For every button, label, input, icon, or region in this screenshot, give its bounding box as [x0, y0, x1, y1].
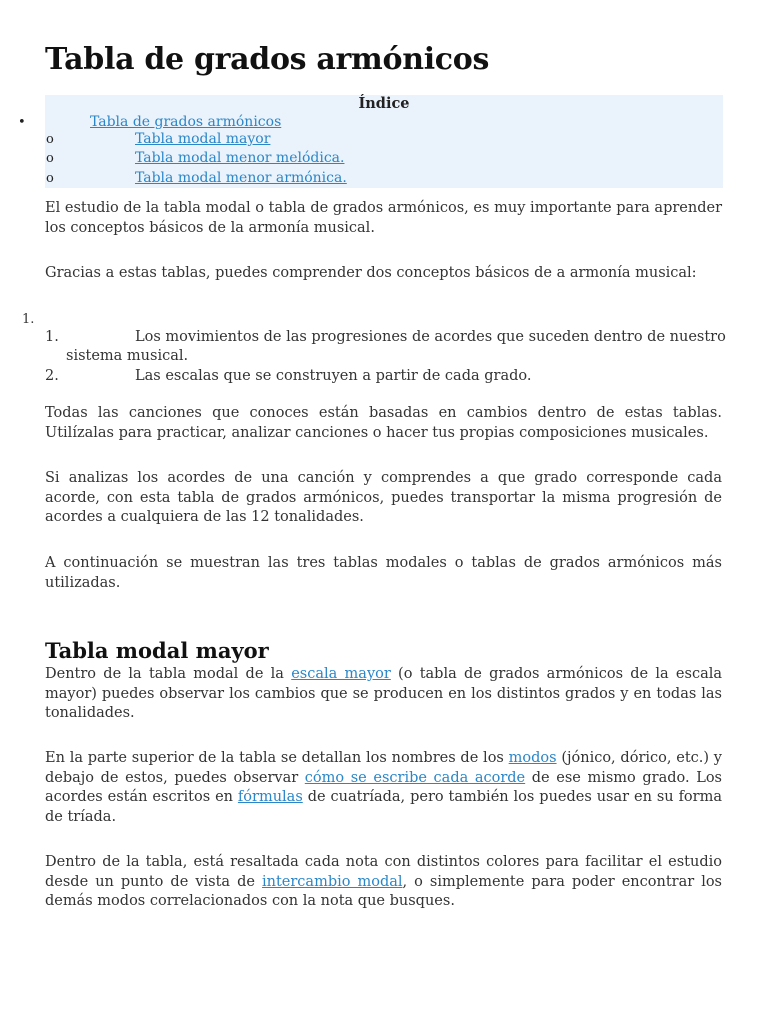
link-escala-mayor[interactable]: escala mayor	[291, 666, 391, 682]
text-run: Dentro de la tabla, está resaltada cada nota con distintos colores para facilitar el estudio desde un punto de vista de	[45, 854, 722, 890]
list-item-text: Los movimientos de las progresiones de acordes que suceden dentro de nuestro	[135, 329, 726, 345]
outer-list-marker: 1.	[22, 312, 35, 327]
text-run: de cuatríada, pero también los puedes usar en su forma de tríada.	[45, 789, 722, 825]
text-run: de ese mismo grado. Los acordes están escritos en	[45, 769, 722, 805]
list-item-text-continued: sistema musical.	[66, 348, 189, 364]
list-item-text: Las escalas que se construyen a partir de cada grado.	[135, 368, 532, 384]
section-paragraph-2	[45, 749, 722, 827]
intro-paragraph-2: Gracias a estas tablas, puedes comprender dos conceptos básicos de a armonía musical:	[45, 265, 697, 281]
list-item-number: 2.	[45, 368, 59, 384]
toc-link-menor-armonica[interactable]: Tabla modal menor armónica.	[135, 170, 347, 186]
list-item-number: 1.	[45, 329, 59, 345]
link-como-se-escribe-cada-acorde[interactable]: cómo se escribe cada acorde	[304, 769, 526, 786]
toc-link-modal-mayor[interactable]: Tabla modal mayor	[135, 131, 271, 147]
text-run: En la parte superior de la tabla se detallan los nombres de los	[45, 750, 509, 766]
link-intercambio-modal[interactable]: intercambio modal	[261, 873, 403, 890]
toc-sub-marker: o	[46, 132, 54, 147]
page-title: Tabla de grados armónicos	[45, 42, 490, 77]
section-heading: Tabla modal mayor	[45, 638, 269, 663]
intro-paragraph-4: Si analizas los acordes de una canción y comprendes a que grado corresponde cada acorde, con esta tabla de grados armónicos, puedes transportar la misma progresión de acordes a cualquiera de las 12 tonalidades.	[45, 470, 722, 525]
toc-item-menor-armonica[interactable]	[135, 170, 347, 186]
toc-item-modal-mayor[interactable]	[135, 131, 270, 147]
toc-link-menor-melodica[interactable]: Tabla modal menor melódica.	[135, 150, 345, 166]
toc-link-tabla-grados[interactable]: Tabla de grados armónicos	[90, 114, 282, 130]
text-run: , o simplemente para poder encontrar los demás modos correlacionados con la nota que busques.	[45, 873, 723, 909]
toc-sub-marker: o	[46, 171, 54, 186]
link-modos[interactable]: modos	[508, 750, 557, 766]
toc-item-tabla-grados[interactable]	[90, 114, 281, 130]
link-formulas[interactable]: fórmulas	[237, 789, 303, 805]
intro-paragraph-1: El estudio de la tabla modal o tabla de grados armónicos, es muy importante para aprender los conceptos básicos de la armonía musical.	[45, 200, 722, 236]
section-paragraph-1	[45, 665, 722, 724]
text-run: (o tabla de grados armónicos de la escala mayor) puedes observar los cambios que se producen en los distintos grados y en todas las tonalidades.	[45, 666, 722, 721]
toc-item-menor-melodica[interactable]	[135, 150, 344, 166]
intro-paragraph-3: Todas las canciones que conoces están basadas en cambios dentro de estas tablas. Utilízalas para practicar, analizar canciones o hacer tus propias composiciones musicales.	[45, 405, 722, 441]
intro-paragraph-5: A continuación se muestran las tres tablas modales o tablas de grados armónicos más utilizadas.	[45, 555, 722, 591]
section-paragraph-3	[45, 853, 722, 912]
toc-heading: Índice	[358, 95, 410, 112]
toc-bullet-marker: •	[18, 115, 26, 130]
text-run: Dentro de la tabla modal de la	[45, 666, 292, 682]
toc-sub-marker: o	[46, 151, 54, 166]
text-run: (jónico, dórico, etc.) y debajo de estos, puedes observar	[45, 750, 722, 786]
